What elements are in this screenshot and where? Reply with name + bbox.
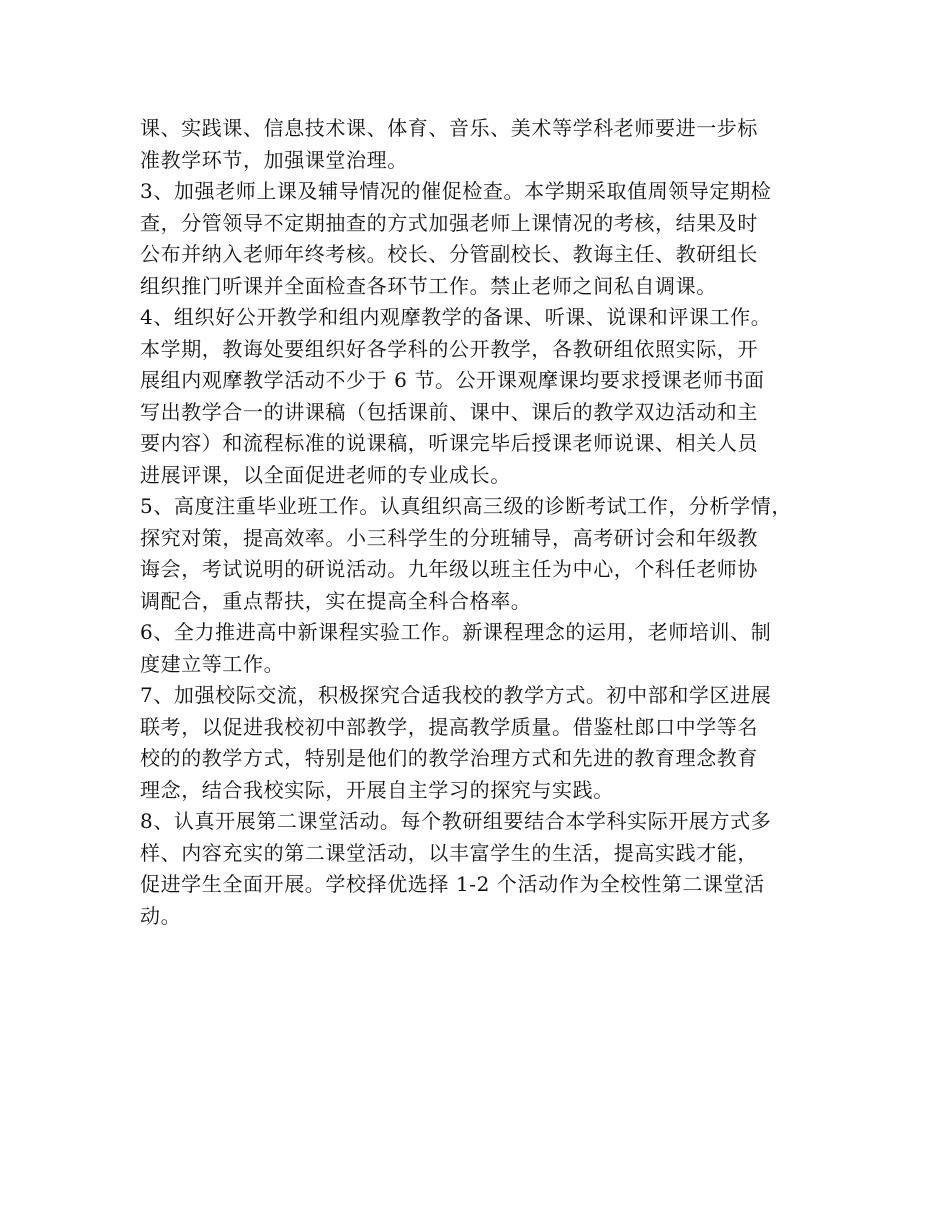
text-line: 写出教学合一的讲课稿（包括课前、课中、课后的教学双边活动和主 — [140, 399, 758, 424]
text-line: 6、全力推进高中新课程实验工作。新课程理念的运用，老师培训、制 — [140, 620, 772, 644]
text-line: 探究对策，提高效率。小三科学生的分班辅导，高考研讨会和年级教 — [140, 525, 758, 550]
text-line: 3、加强老师上课及辅导情况的催促检查。本学期采取值周领导定期检 — [140, 179, 772, 203]
text-line: 诲会，考试说明的研说活动。九年级以班主任为中心，个科任老师协 — [140, 557, 758, 581]
text-line: 8、认真开展第二课堂活动。每个教研组要结合本学科实际开展方式多 — [140, 809, 772, 833]
text-line: 样、内容充实的第二课堂活动，以丰富学生的生活，提高实践才能， — [140, 840, 758, 865]
text-line: 7、加强校际交流，积极探究合适我校的教学方式。初中部和学区进展 — [140, 683, 772, 707]
text-line: 准教学环节，加强课堂治理。 — [140, 147, 408, 172]
paragraph-item-5 — [140, 491, 824, 617]
paragraph-item-6 — [140, 617, 824, 680]
text-line: 公布并纳入老师年终考核。校长、分管副校长、教诲主任、教研组长 — [140, 242, 758, 266]
text-line: 本学期，教诲处要组织好各学科的公开教学，各教研组依照实际，开 — [140, 336, 758, 361]
text-line: 联考，以促进我校初中部教学，提高教学质量。借鉴杜郎口中学等名 — [140, 714, 758, 739]
text-line: 组织推门听课并全面检查各环节工作。禁止老师之间私自调课。 — [140, 273, 717, 298]
text-line: 5、高度注重毕业班工作。认真组织高三级的诊断考试工作，分析学情， — [140, 494, 792, 518]
document-body — [140, 113, 824, 932]
text-line: 课、实践课、信息技术课、体育、音乐、美术等学科老师要进一步标 — [140, 116, 758, 140]
paragraph-item-3 — [140, 176, 824, 302]
text-line: 校的的教学方式，特别是他们的教学治理方式和先进的教育理念教育 — [140, 746, 758, 770]
text-line: 要内容）和流程标准的说课稿，听课完毕后授课老师说课、相关人员 — [140, 431, 758, 455]
text-line: 进展评课，以全面促进老师的专业成长。 — [140, 462, 511, 487]
paragraph-continuation — [140, 113, 824, 176]
paragraph-item-4 — [140, 302, 824, 491]
text-line: 调配合，重点帮扶，实在提高全科合格率。 — [140, 588, 532, 613]
text-line: 展组内观摩教学活动不少于 6 节。公开课观摩课均要求授课老师书面 — [140, 368, 765, 392]
text-line: 理念，结合我校实际，开展自主学习的探究与实践。 — [140, 777, 614, 802]
text-line: 度建立等工作。 — [140, 651, 285, 676]
paragraph-item-8 — [140, 806, 824, 932]
text-line: 动。 — [140, 903, 182, 928]
text-line: 4、组织好公开教学和组内观摩教学的备课、听课、说课和评课工作。 — [140, 305, 772, 329]
text-line: 查，分管领导不定期抽查的方式加强老师上课情况的考核，结果及时 — [140, 210, 758, 235]
text-line: 促进学生全面开展。学校择优选择 1-2 个活动作为全校性第二课堂活 — [140, 872, 765, 896]
paragraph-item-7 — [140, 680, 824, 806]
